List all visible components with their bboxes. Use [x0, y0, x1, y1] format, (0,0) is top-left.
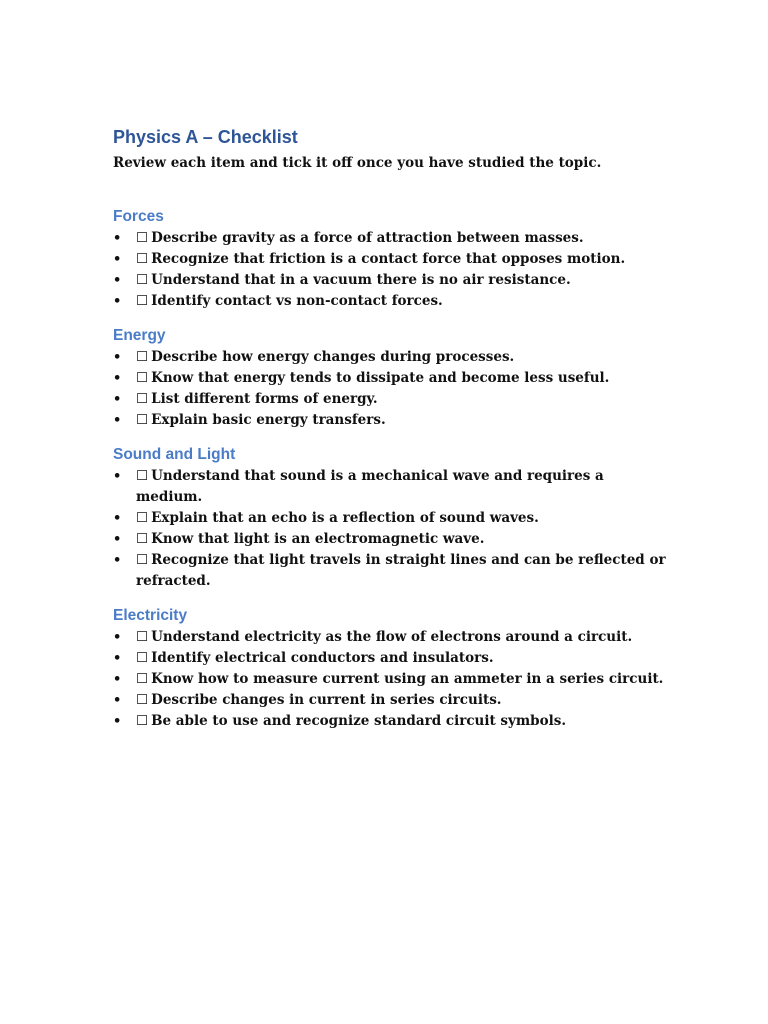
bullet-icon: •: [113, 273, 122, 288]
checkbox-icon[interactable]: ☐: [136, 629, 149, 645]
bullet-icon: •: [113, 651, 122, 666]
checklist: [113, 627, 673, 732]
checklist-item-text: Know how to measure current using an ammeter in a series circuit.: [151, 671, 664, 687]
checklist-item-text: Know that energy tends to dissipate and become less useful.: [151, 370, 610, 386]
checklist-item-text: Understand electricity as the flow of electrons around a circuit.: [151, 629, 633, 645]
checklist-item-text: Explain basic energy transfers.: [151, 412, 386, 428]
section-heading: Sound and Light: [113, 446, 236, 463]
bullet-icon: •: [113, 511, 122, 526]
checklist-item-text: List different forms of energy.: [151, 391, 378, 407]
checklist-item: [113, 669, 673, 690]
section-heading: Electricity: [113, 607, 188, 624]
checklist-item: [113, 389, 673, 410]
checklist-item: [113, 291, 673, 312]
checklist-item-text: Explain that an echo is a reflection of sound waves.: [151, 510, 539, 526]
checklist-item-text: Understand that sound is a mechanical wave and requires a medium.: [136, 468, 604, 505]
bullet-icon: •: [113, 553, 122, 568]
bullet-icon: •: [113, 294, 122, 309]
checkbox-icon[interactable]: ☐: [136, 713, 149, 729]
checklist-item: [113, 711, 673, 732]
checkbox-icon[interactable]: ☐: [136, 230, 149, 246]
checklist: [113, 466, 673, 592]
checklist-item: [113, 270, 673, 291]
section-electricity: [113, 605, 673, 732]
bullet-icon: •: [113, 413, 122, 428]
checklist-item-text: Know that light is an electromagnetic wave.: [151, 531, 485, 547]
checklist-item-text: Be able to use and recognize standard circuit symbols.: [151, 713, 567, 729]
bullet-icon: •: [113, 714, 122, 729]
checkbox-icon[interactable]: ☐: [136, 552, 149, 568]
bullet-icon: •: [113, 693, 122, 708]
checklist-item-text: Describe gravity as a force of attraction between masses.: [151, 230, 584, 246]
checklist-item: [113, 648, 673, 669]
checklist-item-text: Recognize that friction is a contact force that opposes motion.: [151, 251, 626, 267]
checklist-item: [113, 368, 673, 389]
section-sound-and-light: [113, 444, 673, 592]
checkbox-icon[interactable]: ☐: [136, 671, 149, 687]
section-heading: Energy: [113, 327, 166, 344]
bullet-icon: •: [113, 392, 122, 407]
bullet-icon: •: [113, 350, 122, 365]
section-forces: [113, 206, 673, 312]
bullet-icon: •: [113, 231, 122, 246]
checkbox-icon[interactable]: ☐: [136, 412, 149, 428]
checkbox-icon[interactable]: ☐: [136, 510, 149, 526]
checkbox-icon[interactable]: ☐: [136, 293, 149, 309]
checklist-item: [113, 410, 673, 431]
checkbox-icon[interactable]: ☐: [136, 531, 149, 547]
checklist-item: [113, 550, 673, 592]
checklist: [113, 228, 673, 312]
checkbox-icon[interactable]: ☐: [136, 391, 149, 407]
checklist-item: [113, 228, 673, 249]
bullet-icon: •: [113, 672, 122, 687]
checkbox-icon[interactable]: ☐: [136, 370, 149, 386]
checkbox-icon[interactable]: ☐: [136, 349, 149, 365]
checklist-item: [113, 347, 673, 368]
checkbox-icon[interactable]: ☐: [136, 692, 149, 708]
bullet-icon: •: [113, 630, 122, 645]
checklist-item-text: Recognize that light travels in straight lines and can be reflected or refracted.: [136, 552, 666, 589]
bullet-icon: •: [113, 532, 122, 547]
checklist-item-text: Understand that in a vacuum there is no air resistance.: [151, 272, 571, 288]
checklist-item: [113, 249, 673, 270]
checkbox-icon[interactable]: ☐: [136, 272, 149, 288]
checklist-item: [113, 529, 673, 550]
checkbox-icon[interactable]: ☐: [136, 251, 149, 267]
checklist-item-text: Describe how energy changes during processes.: [151, 349, 515, 365]
bullet-icon: •: [113, 469, 122, 484]
checklist-item: [113, 466, 673, 508]
checklist-item: [113, 508, 673, 529]
checklist-item-text: Identify contact vs non-contact forces.: [151, 293, 443, 309]
document-page: [113, 124, 673, 732]
bullet-icon: •: [113, 252, 122, 267]
checkbox-icon[interactable]: ☐: [136, 650, 149, 666]
section-energy: [113, 325, 673, 431]
bullet-icon: •: [113, 371, 122, 386]
checklist-item-text: Identify electrical conductors and insulators.: [151, 650, 494, 666]
checklist: [113, 347, 673, 431]
checklist-item: [113, 690, 673, 711]
section-heading: Forces: [113, 208, 164, 225]
checklist-item-text: Describe changes in current in series circuits.: [151, 692, 502, 708]
checkbox-icon[interactable]: ☐: [136, 468, 149, 484]
checklist-item: [113, 627, 673, 648]
document-title: Physics A – Checklist: [113, 127, 298, 147]
document-intro: Review each item and tick it off once you have studied the topic.: [113, 155, 602, 171]
